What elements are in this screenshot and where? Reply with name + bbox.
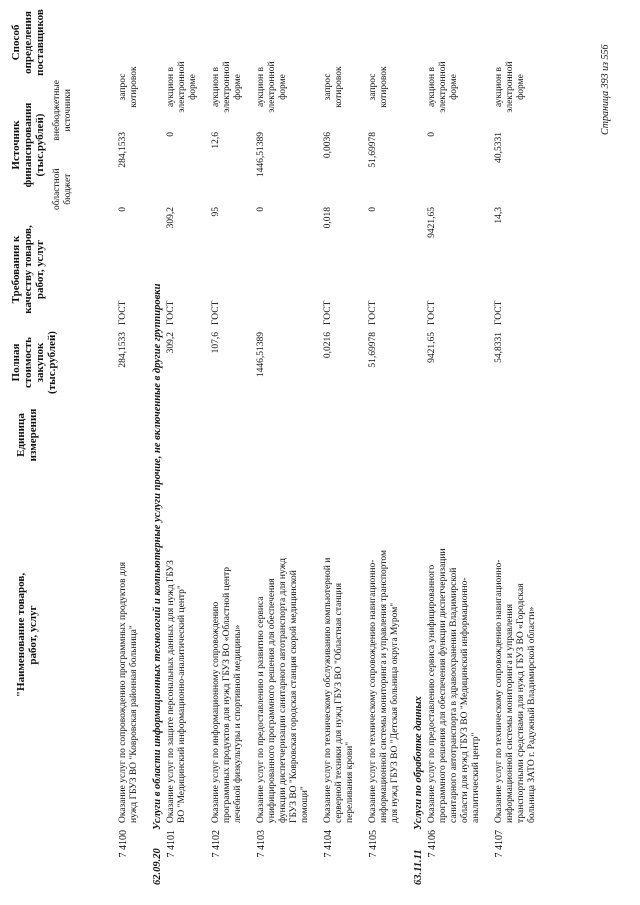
service-name xyxy=(166,493,188,823)
header-regional xyxy=(52,168,74,210)
table-row xyxy=(256,10,319,885)
procurement-method-line: форме xyxy=(278,74,288,100)
page-footer: Страница 393 из 556 xyxy=(600,44,611,135)
total-cost: 284,1533 xyxy=(118,332,128,368)
header-req-cell xyxy=(10,217,46,322)
procurement-method-line: аукцион в xyxy=(211,67,221,107)
other-sources: 284,1533 xyxy=(118,132,128,168)
order-number: 7 4102 xyxy=(211,830,222,858)
service-name-line: информационной системы мониторинга и управления транспортом xyxy=(379,550,389,823)
procurement-method xyxy=(368,47,390,127)
service-name-line: информационной системы мониторинга и управления xyxy=(505,603,515,823)
procurement-method-line: аукцион в xyxy=(427,67,437,107)
quality-requirement: ГОСТ xyxy=(166,300,176,325)
regional-budget: 95 xyxy=(211,207,221,217)
group-title: Услуги в области информационных технологий и компьютерные услуги прочие, не включенные в другие группировки xyxy=(152,283,163,830)
service-name-line: помощи" xyxy=(300,786,310,823)
other-sources: 0 xyxy=(427,132,437,137)
service-name-line: функции диспетчеризации санитарного автотранспорта для нужд xyxy=(278,558,288,823)
service-name-line: серверной техники для нужд ГБУЗ ВО "Областная станция xyxy=(334,583,344,823)
group-code: 63.11.11 xyxy=(413,849,424,885)
other-sources: 40,5331 xyxy=(494,132,504,163)
service-name-line: переливания крови" xyxy=(345,741,355,823)
service-name-line: Оказание услуг по сопровождению программных продуктов для xyxy=(118,562,128,823)
header-cost-text: Полная xyxy=(10,343,22,382)
procurement-method-line: котировок xyxy=(334,66,344,108)
header-cost-text: закупок xyxy=(34,342,46,383)
order-number: 7 4100 xyxy=(118,830,129,858)
total-cost: 51,69978 xyxy=(368,332,378,368)
header-other xyxy=(52,80,74,141)
procurement-method-line: форме xyxy=(188,74,198,100)
header-other-text: внебюджетные xyxy=(52,80,62,141)
order-number: 7 4104 xyxy=(323,830,334,858)
header-source-text: Источник xyxy=(10,120,22,170)
header-method-text: поставщиков xyxy=(34,9,46,76)
service-name-line: санитарного автотранспорта в здравоохранении Владимирской xyxy=(449,567,459,823)
header-name-text: "Наименование товаров, xyxy=(15,572,27,698)
service-name-line: Оказание услуг по техническому сопровождению навигационно- xyxy=(494,559,504,823)
group-code: 62.09.20 xyxy=(152,848,163,885)
procurement-method-line: электронной xyxy=(505,61,515,113)
service-name-line: программных продуктов для нужд ГБУЗ ВО «Областной центр xyxy=(222,566,232,823)
procurement-method-line: запрос xyxy=(368,73,378,101)
other-sources: 12,6 xyxy=(211,132,221,149)
service-name-line: ВО "Медицинский информационно-аналитический центр" xyxy=(177,585,187,823)
service-name-line: унифицированного программного решения для обеспечения xyxy=(267,578,277,823)
service-name-line: больница ЗАТО г. Радужный Владимирской области» xyxy=(527,606,537,823)
procurement-method-line: запрос xyxy=(118,73,128,101)
service-name-line: области для нужд ГБУЗ ВО "Медицинский информационно- xyxy=(460,577,470,823)
header-method-text: определения xyxy=(22,11,34,74)
header-row xyxy=(10,10,80,810)
quality-requirement: ГОСТ xyxy=(118,300,128,325)
service-name xyxy=(211,493,244,823)
total-cost: 9421,65 xyxy=(427,332,437,363)
service-name-line: Оказание услуг по информационному сопровождению xyxy=(211,601,221,823)
header-cost-cell xyxy=(10,325,58,400)
procurement-method-line: аукцион в xyxy=(166,67,176,107)
service-name-line: Оказание услуг по предоставлению сервиса унифицированного xyxy=(427,564,437,823)
group-title: Услуги по обработке данных xyxy=(413,696,424,830)
total-cost: 0,0216 xyxy=(323,332,333,359)
service-name-line: Оказание услуг по техническому сопровождению навигационно- xyxy=(368,559,378,823)
procurement-method-line: форме xyxy=(233,74,243,100)
table-row xyxy=(494,10,546,885)
service-name-line: Оказание услуг по техническому обслуживанию компьютерной и xyxy=(323,557,333,823)
other-sources: 0 xyxy=(166,132,176,137)
header-unit-text: Единица xyxy=(15,413,27,457)
table-row xyxy=(118,10,148,885)
group-row xyxy=(152,10,163,885)
header-name-text: работ, услуг xyxy=(27,605,39,665)
procurement-method-line: запрос xyxy=(323,73,333,101)
header-source-text: (тыс.рублей) xyxy=(34,113,46,177)
regional-budget: 14,3 xyxy=(494,207,504,224)
procurement-method-line: котировок xyxy=(379,66,389,108)
header-source-text: финансирования xyxy=(22,102,34,188)
procurement-method xyxy=(323,47,345,127)
procurement-method xyxy=(427,47,460,127)
quality-requirement: ГОСТ xyxy=(494,300,504,325)
service-name xyxy=(494,493,538,823)
service-name-line: программного решения для обеспечения функции диспетчеризации xyxy=(438,548,448,823)
header-name-cell xyxy=(15,470,39,800)
header-method-cell xyxy=(10,5,46,80)
total-cost: 54,8331 xyxy=(494,332,504,363)
procurement-method-line: аукцион в xyxy=(494,67,504,107)
order-number: 7 4105 xyxy=(368,830,379,858)
header-req-text: качеству товаров, xyxy=(22,225,34,314)
header-source-cell xyxy=(10,80,74,210)
regional-budget: 0 xyxy=(368,207,378,212)
procurement-method xyxy=(118,47,140,127)
table-row xyxy=(427,10,490,885)
header-other-text: источники xyxy=(63,89,73,132)
other-sources: 1446,51389 xyxy=(256,132,266,178)
header-cost-text: (тыс.рублей) xyxy=(46,331,58,394)
service-name-line: аналитический центр" xyxy=(471,732,481,823)
quality-requirement: ГОСТ xyxy=(211,300,221,325)
service-name-line: транспортными средствами для нужд ГБУЗ ВО «Городская xyxy=(516,583,526,823)
header-regional-text: бюджет xyxy=(63,173,73,205)
order-number: 7 4103 xyxy=(256,830,267,858)
table-row xyxy=(323,10,364,885)
header-req-text: Требования к xyxy=(10,235,22,304)
regional-budget: 0 xyxy=(256,207,266,212)
procurement-method xyxy=(211,47,244,127)
service-name-line: Оказание услуг по защите персональных данных для нужд ГБУЗ xyxy=(166,560,176,823)
header-cost-text: стоимость xyxy=(22,337,34,388)
quality-requirement: ГОСТ xyxy=(427,300,437,325)
table-row xyxy=(166,10,207,885)
header-unit-text: измерения xyxy=(27,408,39,462)
service-name-line: для нужд ГБУЗ ВО "Детская больница округа Муром" xyxy=(390,602,400,823)
procurement-method-line: электронной xyxy=(267,61,277,113)
table-row xyxy=(368,10,409,885)
regional-budget: 0,018 xyxy=(323,207,333,229)
order-number: 7 4101 xyxy=(166,830,177,858)
procurement-method-line: котировок xyxy=(129,66,139,108)
procurement-method-line: электронной xyxy=(177,61,187,113)
service-name xyxy=(256,493,311,823)
regional-budget: 309,2 xyxy=(166,207,176,229)
order-number: 7 4107 xyxy=(494,830,505,858)
table-row xyxy=(211,10,252,885)
total-cost: 309,2 xyxy=(166,332,176,354)
header-regional-text: областной xyxy=(52,168,62,210)
header-unit-cell xyxy=(15,405,39,465)
procurement-method xyxy=(494,47,527,127)
procurement-method xyxy=(166,47,199,127)
service-name-line: ГБУЗ ВО "Ковровская городская станция скорой медицинской xyxy=(289,570,299,823)
service-name xyxy=(368,493,401,823)
procurement-method xyxy=(256,47,289,127)
procurement-method-line: электронной xyxy=(222,61,232,113)
total-cost: 107,6 xyxy=(211,332,221,354)
header-source-sub xyxy=(52,80,74,210)
procurement-method-line: форме xyxy=(516,74,526,100)
other-sources: 51,69978 xyxy=(368,132,378,168)
procurement-method-line: электронной xyxy=(438,61,448,113)
quality-requirement: ГОСТ xyxy=(368,300,378,325)
service-name xyxy=(118,493,140,823)
order-number: 7 4106 xyxy=(427,830,438,858)
header-req-text: работ, услуг xyxy=(34,239,46,300)
regional-budget: 9421,65 xyxy=(427,207,437,238)
service-name-line: лечебной физкультуры и спортивной медицины» xyxy=(233,624,243,823)
procurement-method-line: форме xyxy=(449,74,459,100)
service-name-line: нужд ГБУЗ ВО "Ковровская районная больница" xyxy=(129,625,139,823)
quality-requirement: ГОСТ xyxy=(323,300,333,325)
regional-budget: 0 xyxy=(118,207,128,212)
service-name xyxy=(427,493,482,823)
service-name-line: Оказание услуг по предоставлению и развитию сервиса xyxy=(256,596,266,823)
other-sources: 0,0036 xyxy=(323,132,333,159)
procurement-method-line: аукцион в xyxy=(256,67,266,107)
header-method-text: Способ xyxy=(10,24,22,61)
group-row xyxy=(413,10,424,885)
service-name xyxy=(323,493,356,823)
total-cost: 1446,51389 xyxy=(256,332,266,378)
